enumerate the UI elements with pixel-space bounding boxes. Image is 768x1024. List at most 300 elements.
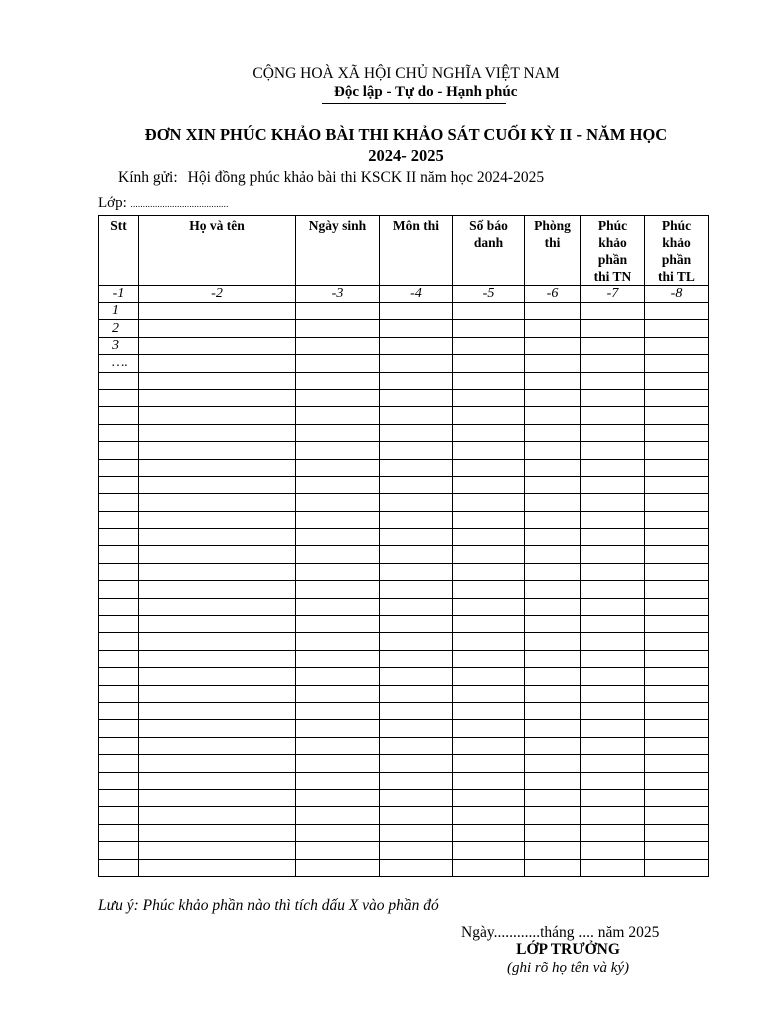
table-cell[interactable] bbox=[139, 859, 296, 876]
table-cell[interactable] bbox=[296, 824, 380, 841]
row-number-cell bbox=[99, 546, 139, 563]
row-number-cell: 3 bbox=[99, 337, 139, 354]
table-row bbox=[99, 389, 709, 406]
table-cell[interactable] bbox=[581, 789, 645, 806]
table-cell[interactable] bbox=[453, 424, 525, 441]
table-cell[interactable] bbox=[139, 407, 296, 424]
table-cell[interactable] bbox=[380, 337, 453, 354]
table-cell[interactable] bbox=[525, 737, 581, 754]
table-cell[interactable] bbox=[525, 424, 581, 441]
table-cell[interactable] bbox=[453, 355, 525, 372]
table-cell[interactable] bbox=[645, 842, 709, 859]
table-cell[interactable] bbox=[525, 824, 581, 841]
table-cell[interactable] bbox=[380, 598, 453, 615]
table-cell[interactable] bbox=[380, 737, 453, 754]
table-cell[interactable] bbox=[581, 702, 645, 719]
table-cell[interactable] bbox=[380, 668, 453, 685]
table-cell[interactable] bbox=[581, 389, 645, 406]
row-number-cell bbox=[99, 459, 139, 476]
table-cell[interactable] bbox=[380, 650, 453, 667]
recipient-value: Hội đồng phúc khảo bài thi KSCK II năm học 2024-2025 bbox=[187, 169, 545, 186]
table-cell[interactable] bbox=[139, 459, 296, 476]
table-cell[interactable] bbox=[380, 581, 453, 598]
table-cell[interactable] bbox=[139, 581, 296, 598]
table-cell[interactable] bbox=[581, 598, 645, 615]
table-cell[interactable] bbox=[645, 755, 709, 772]
table-cell[interactable] bbox=[645, 824, 709, 841]
table-cell[interactable] bbox=[139, 772, 296, 789]
table-cell[interactable] bbox=[380, 789, 453, 806]
table-cell[interactable] bbox=[453, 337, 525, 354]
table-cell[interactable] bbox=[139, 546, 296, 563]
column-header bbox=[139, 216, 296, 286]
table-cell[interactable] bbox=[645, 598, 709, 615]
table-cell[interactable] bbox=[581, 633, 645, 650]
table-cell[interactable] bbox=[139, 303, 296, 320]
column-header-text: khảo bbox=[662, 235, 691, 250]
table-cell[interactable] bbox=[645, 720, 709, 737]
table-cell[interactable] bbox=[296, 494, 380, 511]
table-cell[interactable] bbox=[296, 424, 380, 441]
table-cell[interactable] bbox=[380, 303, 453, 320]
column-index-cell: -1 bbox=[99, 286, 139, 303]
table-cell[interactable] bbox=[645, 563, 709, 580]
table-cell[interactable] bbox=[296, 842, 380, 859]
row-number-cell bbox=[99, 650, 139, 667]
row-number-cell bbox=[99, 842, 139, 859]
row-number-cell bbox=[99, 824, 139, 841]
table-cell[interactable] bbox=[296, 529, 380, 546]
table-cell[interactable] bbox=[296, 807, 380, 824]
table-cell[interactable] bbox=[645, 546, 709, 563]
column-header-text: danh bbox=[473, 235, 504, 250]
table-cell[interactable] bbox=[453, 389, 525, 406]
table-cell[interactable] bbox=[453, 650, 525, 667]
table-cell[interactable] bbox=[645, 737, 709, 754]
column-index-cell: -6 bbox=[525, 286, 581, 303]
table-cell[interactable] bbox=[525, 616, 581, 633]
table-cell[interactable] bbox=[581, 511, 645, 528]
table-cell[interactable] bbox=[380, 494, 453, 511]
table-cell[interactable] bbox=[139, 598, 296, 615]
table-cell[interactable] bbox=[380, 563, 453, 580]
table-cell[interactable] bbox=[525, 859, 581, 876]
row-number-cell bbox=[99, 737, 139, 754]
table-cell[interactable] bbox=[380, 772, 453, 789]
table-cell[interactable] bbox=[296, 859, 380, 876]
table-cell[interactable] bbox=[380, 633, 453, 650]
table-cell[interactable] bbox=[645, 320, 709, 337]
recipient-label: Kính gửi: bbox=[118, 169, 178, 186]
table-cell[interactable] bbox=[380, 546, 453, 563]
table-cell[interactable] bbox=[380, 424, 453, 441]
table-cell[interactable] bbox=[525, 389, 581, 406]
column-header-text: thi TL bbox=[658, 269, 695, 284]
column-header bbox=[525, 216, 581, 286]
table-row bbox=[99, 337, 709, 354]
column-header-text: khảo bbox=[598, 235, 627, 250]
table-cell[interactable] bbox=[525, 755, 581, 772]
signer-title: LỚP TRƯỞNG bbox=[516, 941, 620, 958]
table-row bbox=[99, 459, 709, 476]
table-cell[interactable] bbox=[139, 737, 296, 754]
table-cell[interactable] bbox=[296, 337, 380, 354]
table-cell[interactable] bbox=[645, 685, 709, 702]
table-cell[interactable] bbox=[525, 511, 581, 528]
table-cell[interactable] bbox=[645, 581, 709, 598]
table-cell[interactable] bbox=[139, 633, 296, 650]
form-title-line-2: 2024- 2025 bbox=[368, 146, 444, 165]
row-number-cell bbox=[99, 529, 139, 546]
table-cell[interactable] bbox=[139, 807, 296, 824]
table-cell[interactable] bbox=[645, 529, 709, 546]
table-cell[interactable] bbox=[525, 685, 581, 702]
table-cell[interactable] bbox=[525, 529, 581, 546]
table-row bbox=[99, 581, 709, 598]
table-cell[interactable] bbox=[645, 702, 709, 719]
table-cell[interactable] bbox=[581, 737, 645, 754]
table-cell[interactable] bbox=[296, 303, 380, 320]
table-cell[interactable] bbox=[296, 720, 380, 737]
table-cell[interactable] bbox=[380, 685, 453, 702]
table-cell[interactable] bbox=[380, 720, 453, 737]
table-cell[interactable] bbox=[525, 633, 581, 650]
table-cell[interactable] bbox=[525, 407, 581, 424]
national-motto: Độc lập - Tự do - Hạnh phúc bbox=[334, 84, 518, 100]
table-cell[interactable] bbox=[581, 337, 645, 354]
table-cell[interactable] bbox=[453, 529, 525, 546]
table-cell[interactable] bbox=[139, 529, 296, 546]
table-cell[interactable] bbox=[645, 355, 709, 372]
table-cell[interactable] bbox=[453, 737, 525, 754]
table-cell[interactable] bbox=[296, 581, 380, 598]
table-cell[interactable] bbox=[380, 476, 453, 493]
table-cell[interactable] bbox=[453, 303, 525, 320]
table-cell[interactable] bbox=[139, 476, 296, 493]
table-cell[interactable] bbox=[139, 494, 296, 511]
table-cell[interactable] bbox=[581, 772, 645, 789]
table-cell[interactable] bbox=[139, 702, 296, 719]
table-cell[interactable] bbox=[453, 668, 525, 685]
table-row bbox=[99, 702, 709, 719]
table-cell[interactable] bbox=[525, 668, 581, 685]
table-cell[interactable] bbox=[296, 511, 380, 528]
table-cell[interactable] bbox=[296, 389, 380, 406]
table-cell[interactable] bbox=[525, 772, 581, 789]
row-number-cell bbox=[99, 755, 139, 772]
table-cell[interactable] bbox=[380, 616, 453, 633]
table-cell[interactable] bbox=[296, 598, 380, 615]
table-cell[interactable] bbox=[525, 720, 581, 737]
table-cell[interactable] bbox=[380, 389, 453, 406]
table-cell[interactable] bbox=[581, 720, 645, 737]
table-cell[interactable] bbox=[645, 616, 709, 633]
table-row bbox=[99, 807, 709, 824]
column-index-cell: -2 bbox=[139, 286, 296, 303]
table-cell[interactable] bbox=[296, 355, 380, 372]
table-row bbox=[99, 476, 709, 493]
table-cell[interactable] bbox=[645, 424, 709, 441]
row-number-cell bbox=[99, 476, 139, 493]
table-row bbox=[99, 789, 709, 806]
table-cell[interactable] bbox=[139, 563, 296, 580]
table-cell[interactable] bbox=[525, 598, 581, 615]
table-cell[interactable] bbox=[581, 616, 645, 633]
table-cell[interactable] bbox=[380, 529, 453, 546]
table-cell[interactable] bbox=[525, 789, 581, 806]
table-cell[interactable] bbox=[645, 372, 709, 389]
table-cell[interactable] bbox=[525, 563, 581, 580]
table-row bbox=[99, 685, 709, 702]
table-cell[interactable] bbox=[139, 337, 296, 354]
table-cell[interactable] bbox=[453, 720, 525, 737]
table-cell[interactable] bbox=[645, 511, 709, 528]
table-cell[interactable] bbox=[645, 494, 709, 511]
table-cell[interactable] bbox=[525, 355, 581, 372]
table-cell[interactable] bbox=[525, 320, 581, 337]
table-cell[interactable] bbox=[453, 598, 525, 615]
table-cell[interactable] bbox=[645, 633, 709, 650]
table-cell[interactable] bbox=[380, 842, 453, 859]
table-cell[interactable] bbox=[139, 842, 296, 859]
table-cell[interactable] bbox=[525, 494, 581, 511]
table-cell[interactable] bbox=[645, 668, 709, 685]
table-cell[interactable] bbox=[380, 702, 453, 719]
table-cell[interactable] bbox=[645, 303, 709, 320]
table-row bbox=[99, 842, 709, 859]
row-number-cell bbox=[99, 702, 139, 719]
row-number-cell bbox=[99, 494, 139, 511]
table-cell[interactable] bbox=[645, 807, 709, 824]
table-row bbox=[99, 650, 709, 667]
table-cell[interactable] bbox=[380, 407, 453, 424]
table-cell[interactable] bbox=[581, 546, 645, 563]
table-cell[interactable] bbox=[645, 772, 709, 789]
table-cell[interactable] bbox=[453, 702, 525, 719]
table-cell[interactable] bbox=[645, 459, 709, 476]
table-cell[interactable] bbox=[453, 372, 525, 389]
table-cell[interactable] bbox=[581, 842, 645, 859]
table-cell[interactable] bbox=[296, 737, 380, 754]
table-row bbox=[99, 633, 709, 650]
table-cell[interactable] bbox=[525, 581, 581, 598]
table-cell[interactable] bbox=[380, 824, 453, 841]
table-cell[interactable] bbox=[380, 755, 453, 772]
table-cell[interactable] bbox=[525, 459, 581, 476]
table-cell[interactable] bbox=[139, 668, 296, 685]
table-cell[interactable] bbox=[453, 494, 525, 511]
table-cell[interactable] bbox=[453, 511, 525, 528]
table-cell[interactable] bbox=[296, 685, 380, 702]
table-cell[interactable] bbox=[453, 476, 525, 493]
table-cell[interactable] bbox=[139, 650, 296, 667]
table-cell[interactable] bbox=[581, 824, 645, 841]
table-row bbox=[99, 598, 709, 615]
table-cell[interactable] bbox=[645, 389, 709, 406]
table-cell[interactable] bbox=[453, 442, 525, 459]
row-number-cell bbox=[99, 633, 139, 650]
table-row bbox=[99, 720, 709, 737]
table-row bbox=[99, 320, 709, 337]
table-cell[interactable] bbox=[139, 789, 296, 806]
row-number-cell bbox=[99, 616, 139, 633]
table-cell[interactable] bbox=[139, 685, 296, 702]
table-cell[interactable] bbox=[453, 616, 525, 633]
table-cell[interactable] bbox=[139, 320, 296, 337]
table-cell[interactable] bbox=[296, 772, 380, 789]
table-cell[interactable] bbox=[453, 546, 525, 563]
table-cell[interactable] bbox=[139, 511, 296, 528]
table-row bbox=[99, 737, 709, 754]
table-cell[interactable] bbox=[296, 407, 380, 424]
table-cell[interactable] bbox=[581, 372, 645, 389]
table-cell[interactable] bbox=[581, 685, 645, 702]
table-cell[interactable] bbox=[380, 511, 453, 528]
table-cell[interactable] bbox=[453, 459, 525, 476]
column-index-cell: -4 bbox=[380, 286, 453, 303]
table-cell[interactable] bbox=[380, 459, 453, 476]
table-cell[interactable] bbox=[581, 859, 645, 876]
table-cell[interactable] bbox=[453, 563, 525, 580]
table-cell[interactable] bbox=[645, 442, 709, 459]
row-number-cell bbox=[99, 424, 139, 441]
column-header-text: Phúc bbox=[661, 218, 692, 233]
table-cell[interactable] bbox=[453, 685, 525, 702]
table-cell[interactable] bbox=[525, 337, 581, 354]
table-row bbox=[99, 772, 709, 789]
row-number-cell: 1 bbox=[99, 303, 139, 320]
column-header bbox=[581, 216, 645, 286]
table-cell[interactable] bbox=[525, 546, 581, 563]
row-number-cell: 2 bbox=[99, 320, 139, 337]
table-cell[interactable] bbox=[581, 442, 645, 459]
table-cell[interactable] bbox=[581, 755, 645, 772]
column-header-text: Phúc bbox=[597, 218, 628, 233]
table-cell[interactable] bbox=[645, 789, 709, 806]
table-cell[interactable] bbox=[380, 372, 453, 389]
table-cell[interactable] bbox=[296, 755, 380, 772]
class-blank[interactable]: ........................................ bbox=[130, 199, 229, 209]
table-cell[interactable] bbox=[453, 633, 525, 650]
column-index-cell: -8 bbox=[645, 286, 709, 303]
instruction-note: Lưu ý: Phúc khảo phần nào thì tích dấu X vào phần đó bbox=[98, 897, 439, 914]
table-cell[interactable] bbox=[453, 407, 525, 424]
table-cell[interactable] bbox=[525, 842, 581, 859]
table-row bbox=[99, 563, 709, 580]
table-cell[interactable] bbox=[453, 320, 525, 337]
table-cell[interactable] bbox=[139, 616, 296, 633]
table-cell[interactable] bbox=[139, 442, 296, 459]
column-header-text: Phòng bbox=[534, 218, 571, 233]
table-cell[interactable] bbox=[525, 702, 581, 719]
table-cell[interactable] bbox=[296, 789, 380, 806]
table-cell[interactable] bbox=[139, 355, 296, 372]
table-cell[interactable] bbox=[581, 407, 645, 424]
table-cell[interactable] bbox=[139, 755, 296, 772]
column-index-cell: -7 bbox=[581, 286, 645, 303]
table-cell[interactable] bbox=[453, 581, 525, 598]
signature-instruction: (ghi rõ họ tên và ký) bbox=[506, 960, 630, 976]
table-cell[interactable] bbox=[581, 424, 645, 441]
table-cell[interactable] bbox=[581, 650, 645, 667]
table-cell[interactable] bbox=[581, 668, 645, 685]
table-row bbox=[99, 511, 709, 528]
table-row bbox=[99, 755, 709, 772]
table-cell[interactable] bbox=[296, 633, 380, 650]
table-cell[interactable] bbox=[525, 476, 581, 493]
table-cell[interactable] bbox=[645, 650, 709, 667]
table-cell[interactable] bbox=[139, 372, 296, 389]
row-number-cell bbox=[99, 789, 139, 806]
table-cell[interactable] bbox=[581, 303, 645, 320]
table-cell[interactable] bbox=[581, 563, 645, 580]
table-row bbox=[99, 668, 709, 685]
table-cell[interactable] bbox=[453, 807, 525, 824]
table-cell[interactable] bbox=[453, 824, 525, 841]
table-cell[interactable] bbox=[581, 320, 645, 337]
table-cell[interactable] bbox=[380, 355, 453, 372]
table-cell[interactable] bbox=[296, 459, 380, 476]
table-cell[interactable] bbox=[139, 389, 296, 406]
table-cell[interactable] bbox=[296, 546, 380, 563]
table-cell[interactable] bbox=[581, 494, 645, 511]
table-cell[interactable] bbox=[296, 563, 380, 580]
table-cell[interactable] bbox=[525, 650, 581, 667]
column-header-text: thi TN bbox=[593, 269, 632, 284]
table-cell[interactable] bbox=[453, 789, 525, 806]
column-header bbox=[380, 216, 453, 286]
table-cell[interactable] bbox=[139, 720, 296, 737]
table-cell[interactable] bbox=[296, 442, 380, 459]
table-cell[interactable] bbox=[380, 807, 453, 824]
table-cell[interactable] bbox=[581, 807, 645, 824]
table-cell[interactable] bbox=[380, 320, 453, 337]
table-cell[interactable] bbox=[645, 407, 709, 424]
table-cell[interactable] bbox=[645, 476, 709, 493]
table-cell[interactable] bbox=[525, 372, 581, 389]
table-cell[interactable] bbox=[296, 372, 380, 389]
table-cell[interactable] bbox=[296, 476, 380, 493]
table-cell[interactable] bbox=[525, 303, 581, 320]
table-cell[interactable] bbox=[453, 772, 525, 789]
table-cell[interactable] bbox=[296, 668, 380, 685]
table-cell[interactable] bbox=[645, 859, 709, 876]
table-cell[interactable] bbox=[525, 807, 581, 824]
table-cell[interactable] bbox=[453, 755, 525, 772]
table-header-row bbox=[99, 216, 709, 286]
table-cell[interactable] bbox=[139, 824, 296, 841]
table-cell[interactable] bbox=[296, 702, 380, 719]
signature-date[interactable]: Ngày............tháng .... năm 2025 bbox=[461, 924, 660, 941]
table-cell[interactable] bbox=[581, 459, 645, 476]
table-cell[interactable] bbox=[139, 424, 296, 441]
table-cell[interactable] bbox=[581, 355, 645, 372]
table-cell[interactable] bbox=[296, 616, 380, 633]
table-cell[interactable] bbox=[453, 859, 525, 876]
table-cell[interactable] bbox=[525, 442, 581, 459]
table-cell[interactable] bbox=[581, 476, 645, 493]
row-number-cell bbox=[99, 807, 139, 824]
table-cell[interactable] bbox=[453, 842, 525, 859]
table-cell[interactable] bbox=[581, 529, 645, 546]
table-cell[interactable] bbox=[581, 581, 645, 598]
table-cell[interactable] bbox=[645, 337, 709, 354]
table-cell[interactable] bbox=[380, 859, 453, 876]
row-number-cell bbox=[99, 598, 139, 615]
table-cell[interactable] bbox=[380, 442, 453, 459]
table-cell[interactable] bbox=[296, 320, 380, 337]
table-cell[interactable] bbox=[296, 650, 380, 667]
